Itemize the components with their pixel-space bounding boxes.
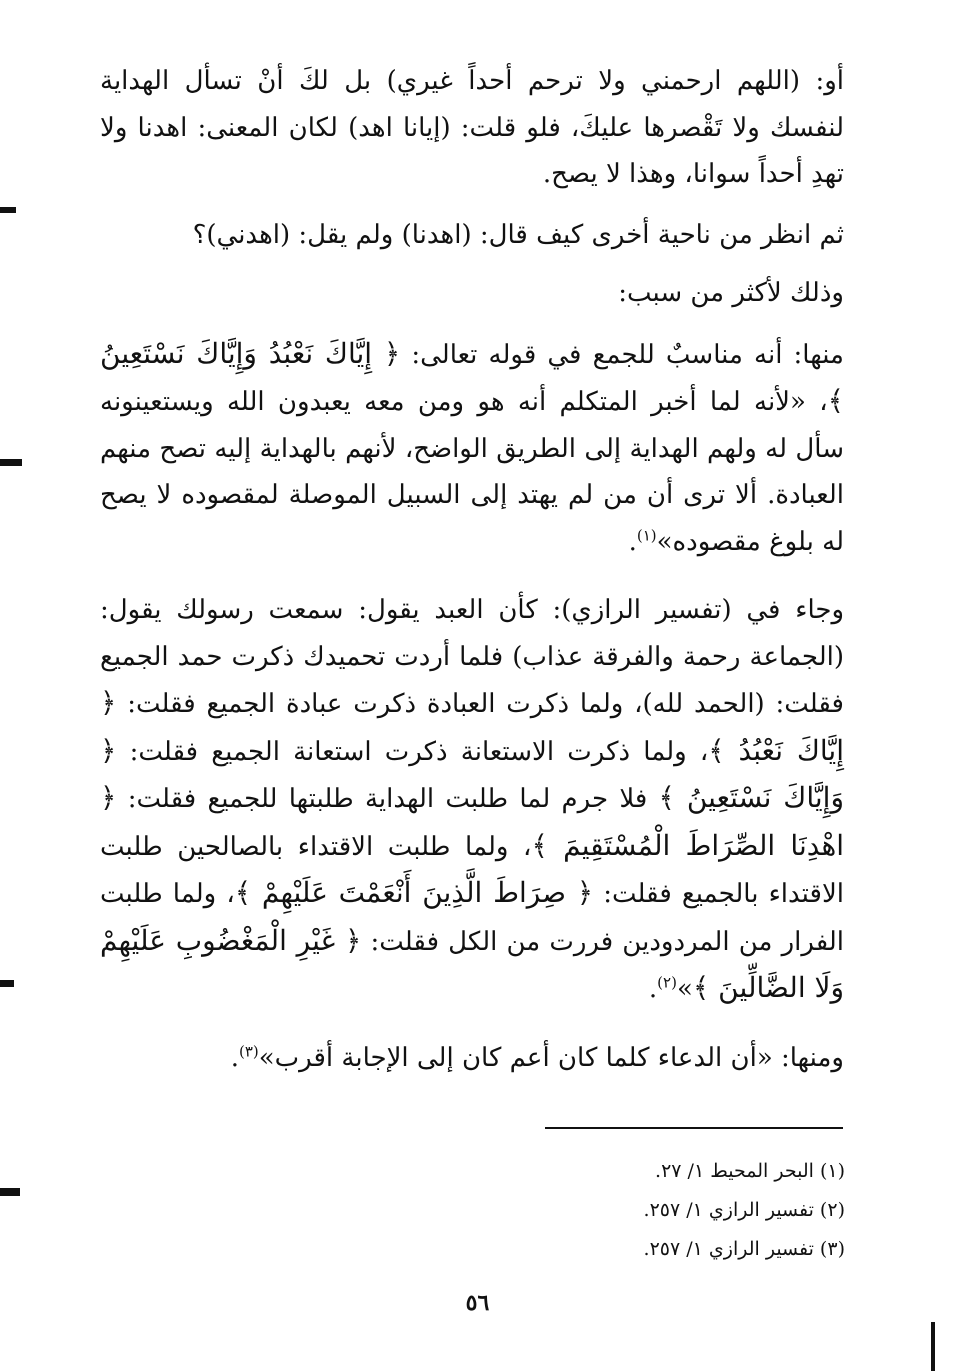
scan-edge-mark bbox=[0, 207, 16, 213]
paragraph-5-end: . bbox=[648, 974, 658, 1004]
paragraph-5-text-5: ، ولما طلبت الفرار من المردودين فررت من الكل فقلت: bbox=[100, 879, 844, 957]
page-number: ٥٦ bbox=[465, 1290, 490, 1316]
page-body bbox=[100, 58, 844, 1081]
paragraph-4-text: منها: أنه مناسبٌ للجمع في قوله تعالى: bbox=[400, 339, 844, 370]
footnote-ref-1: (١) bbox=[636, 525, 657, 544]
paragraph-3: وذلك لأكثر من سبب: bbox=[618, 278, 844, 308]
quran-verse: ﴿ إِيَّاكَ نَعْبُدُ ﴾ bbox=[100, 686, 844, 767]
paragraph-6-end: . bbox=[230, 1042, 239, 1073]
scan-edge-mark bbox=[0, 980, 14, 987]
paragraph-4 bbox=[100, 331, 844, 566]
footnote-ref-3: (٣) bbox=[238, 1041, 259, 1060]
quran-verse: ﴿ إِيَّاكَ نَعْبُدُ وَإِيَّاكَ نَسْتَعِينُ ﴾ bbox=[100, 336, 844, 417]
paragraph-5-text-2: ، ولما ذكرت الاستعانة ذكرت استعانة الجميع فقلت: bbox=[116, 736, 709, 767]
quran-verse: ﴿ غَيْرِ الْمَغْضُوبِ عَلَيْهِمْ وَلَا الضَّالِّينَ ﴾ bbox=[100, 923, 844, 1004]
footnotes bbox=[545, 1152, 845, 1269]
paragraph-5-text-3: فلا جرم لما طلبت الهداية طلبتها للجميع فقلت: bbox=[116, 784, 659, 814]
paragraph-5 bbox=[100, 587, 844, 1013]
footnote-1: (١) البحر المحيط ١/ ٢٧. bbox=[655, 1160, 845, 1182]
paragraph-5-text-6: » bbox=[676, 974, 693, 1004]
footnote-2: (٢) تفسير الرازي ١/ ٢٥٧. bbox=[643, 1199, 845, 1221]
paragraph-6-text: ومنها: «أن الدعاء كلما كان أعم كان إلى الإجابة أقرب» bbox=[258, 1042, 844, 1073]
quran-verse: ﴿ وَإِيَّاكَ نَسْتَعِينُ ﴾ bbox=[100, 733, 844, 814]
paragraph-5-text-1: وجاء في (تفسير الرازي): كأن العبد يقول: سمعت رسولك يقول: (الجماعة رحمة والفرقة عذاب) فلما أردت تحميدك ذكرت حمد الجميع فقلت: (الحمد لله)، ولما ذكرت العبادة ذكرت عبادة الجميع فقلت: bbox=[100, 595, 844, 719]
paragraph-2: ثم انظر من ناحية أخرى كيف قال: (اهدنا) ولم يقل: (اهدني)؟ bbox=[192, 219, 844, 250]
paragraph-4-end: . bbox=[628, 526, 637, 557]
footnote-separator bbox=[545, 1127, 843, 1129]
quran-verse: ﴿ صِرَاطَ الَّذِينَ أَنْعَمْتَ عَلَيْهِمْ ﴾ bbox=[234, 876, 594, 909]
footnote-ref-2: (٢) bbox=[657, 973, 677, 992]
quran-verse: ﴿ اهْدِنَا الصِّرَاطَ الْمُسْتَقِيمَ ﴾ bbox=[100, 781, 844, 862]
footnote-3: (٣) تفسير الرازي ١/ ٢٥٧. bbox=[643, 1238, 845, 1260]
paragraph-5-text-4: ، ولما طلبت الاقتداء بالصالحين طلبت الاقتداء بالجميع فقلت: bbox=[100, 831, 845, 909]
paragraph-1: أو: (اللهم ارحمني ولا ترحم أحداً غيري) بل لكَ أنْ تسأل الهداية لنفسك ولا تَقْصرها عليكَ، فلو قلت: (إيانا اهد) لكان المعنى: اهدنا ولا تهدِ أحداً سوانا، وهذا لا يصح. bbox=[100, 66, 844, 189]
scan-edge-mark bbox=[0, 1188, 20, 1196]
paragraph-6 bbox=[100, 1035, 844, 1082]
scan-edge-mark bbox=[931, 1322, 935, 1371]
scan-edge-mark bbox=[0, 459, 22, 466]
paragraph-4-quote: ، «لأنه لما أخبر المتكلم أنه هو ومن معه يعبدون الله ويستعينونه سأل له ولهم الهداية إلى الطريق الواضح، لأنهم بالهداية إليه تصح منهم العبادة. ألا ترى أن من لم يهتد إلى السبيل الموصلة لمقصوده لا يصح له بلوغ مقصوده» bbox=[100, 387, 844, 557]
